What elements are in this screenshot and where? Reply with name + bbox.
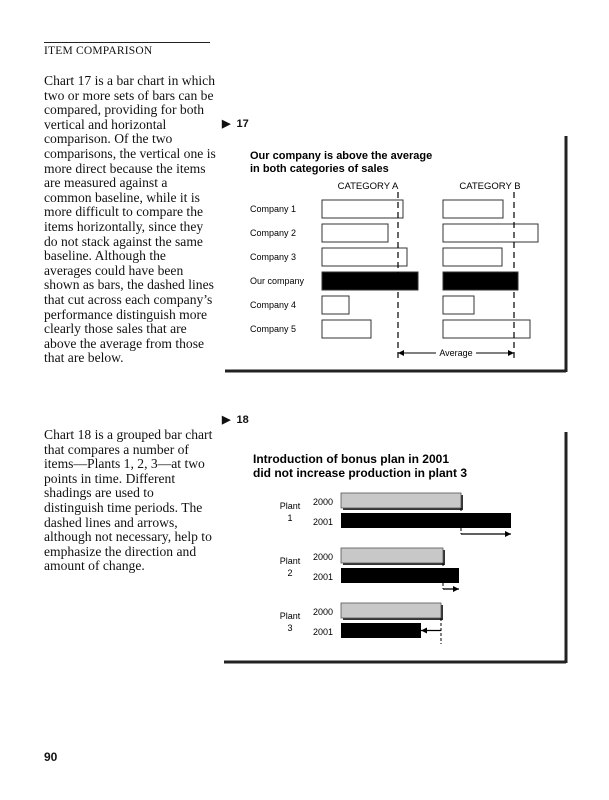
chart-17-category-b-label: CATEGORY B	[459, 181, 521, 192]
chart-17-row-label: Company 2	[250, 228, 297, 238]
chart-18-plant-number: 2	[287, 568, 293, 578]
chart-17-row-label: Company 4	[250, 300, 297, 310]
chart-18-plant-label: Plant	[279, 501, 301, 511]
chart-17-number: 17	[236, 118, 249, 130]
chart-18-year-label: 2000	[313, 497, 334, 507]
body-paragraph-1: Chart 17 is a bar chart in which two or more sets of bars can be compared, providing for both vertical and horizontal comparison. Of the two comparisons, the vertical one is more direct because the items are measured against a common baseline, while it is more difficult to compare the items horizontally, since they do not stack against the same baseline. Although the averages could have been shown as bars, the dashed lines that cut across each company’s performance distinguish more clearly those sales that are above the average from those that are below.	[44, 73, 216, 366]
arrowhead-icon	[421, 628, 427, 634]
page-number: 90	[44, 750, 58, 764]
chart-18-year-label: 2000	[313, 607, 334, 617]
triangle-marker-icon: ▶	[222, 414, 231, 426]
chart-17-category-a-label: CATEGORY A	[337, 181, 399, 192]
triangle-marker-icon: ▶	[222, 118, 231, 130]
chart-18-plant-number: 1	[287, 513, 293, 523]
chart-18-year-label: 2001	[313, 627, 334, 637]
chart-18-bar-2000	[341, 603, 441, 618]
chart-18-title-line-1: Introduction of bonus plan in 2001	[253, 452, 450, 466]
body-paragraph-2: Chart 18 is a grouped bar chart that compares a number of items—Plants 1, 2, 3—at two points in time. Different shadings are used to distinguish time periods. The dashed lines and arrows, although not necessary, help to emphasize the direction and amount of change.	[44, 427, 213, 574]
chart-18-year-label: 2000	[313, 552, 334, 562]
chart-18-bar-2001	[341, 513, 511, 528]
chart-18-bar-2000	[341, 493, 461, 508]
chart-17-title-line-1: Our company is above the average	[250, 150, 433, 162]
chart-17-average-label: Average	[439, 348, 473, 358]
chart-17-row-label: Our company	[250, 276, 305, 286]
chart-18-year-label: 2001	[313, 517, 334, 527]
chart-18-bar-2001	[341, 623, 421, 638]
chart-17-title-line-2: in both categories of sales	[250, 163, 389, 175]
chart-18-plant-number: 3	[287, 623, 293, 633]
arrowhead-icon	[453, 586, 459, 592]
chart-18-year-label: 2001	[313, 572, 334, 582]
chart-18-plant-label: Plant	[279, 611, 301, 621]
chart-18-title-line-2: did not increase production in plant 3	[253, 466, 468, 480]
chart-18-plant-label: Plant	[279, 556, 301, 566]
chart-18-number: 18	[236, 414, 249, 426]
section-header: ITEM COMPARISON	[44, 42, 210, 57]
chart-17-row-label: Company 5	[250, 324, 297, 334]
chart-18-bar-2000	[341, 548, 443, 563]
chart-17-row-label: Company 1	[250, 204, 297, 214]
arrowhead-icon	[505, 531, 511, 537]
chart-17-row-label: Company 3	[250, 252, 297, 262]
chart-18-bar-2001	[341, 568, 459, 583]
